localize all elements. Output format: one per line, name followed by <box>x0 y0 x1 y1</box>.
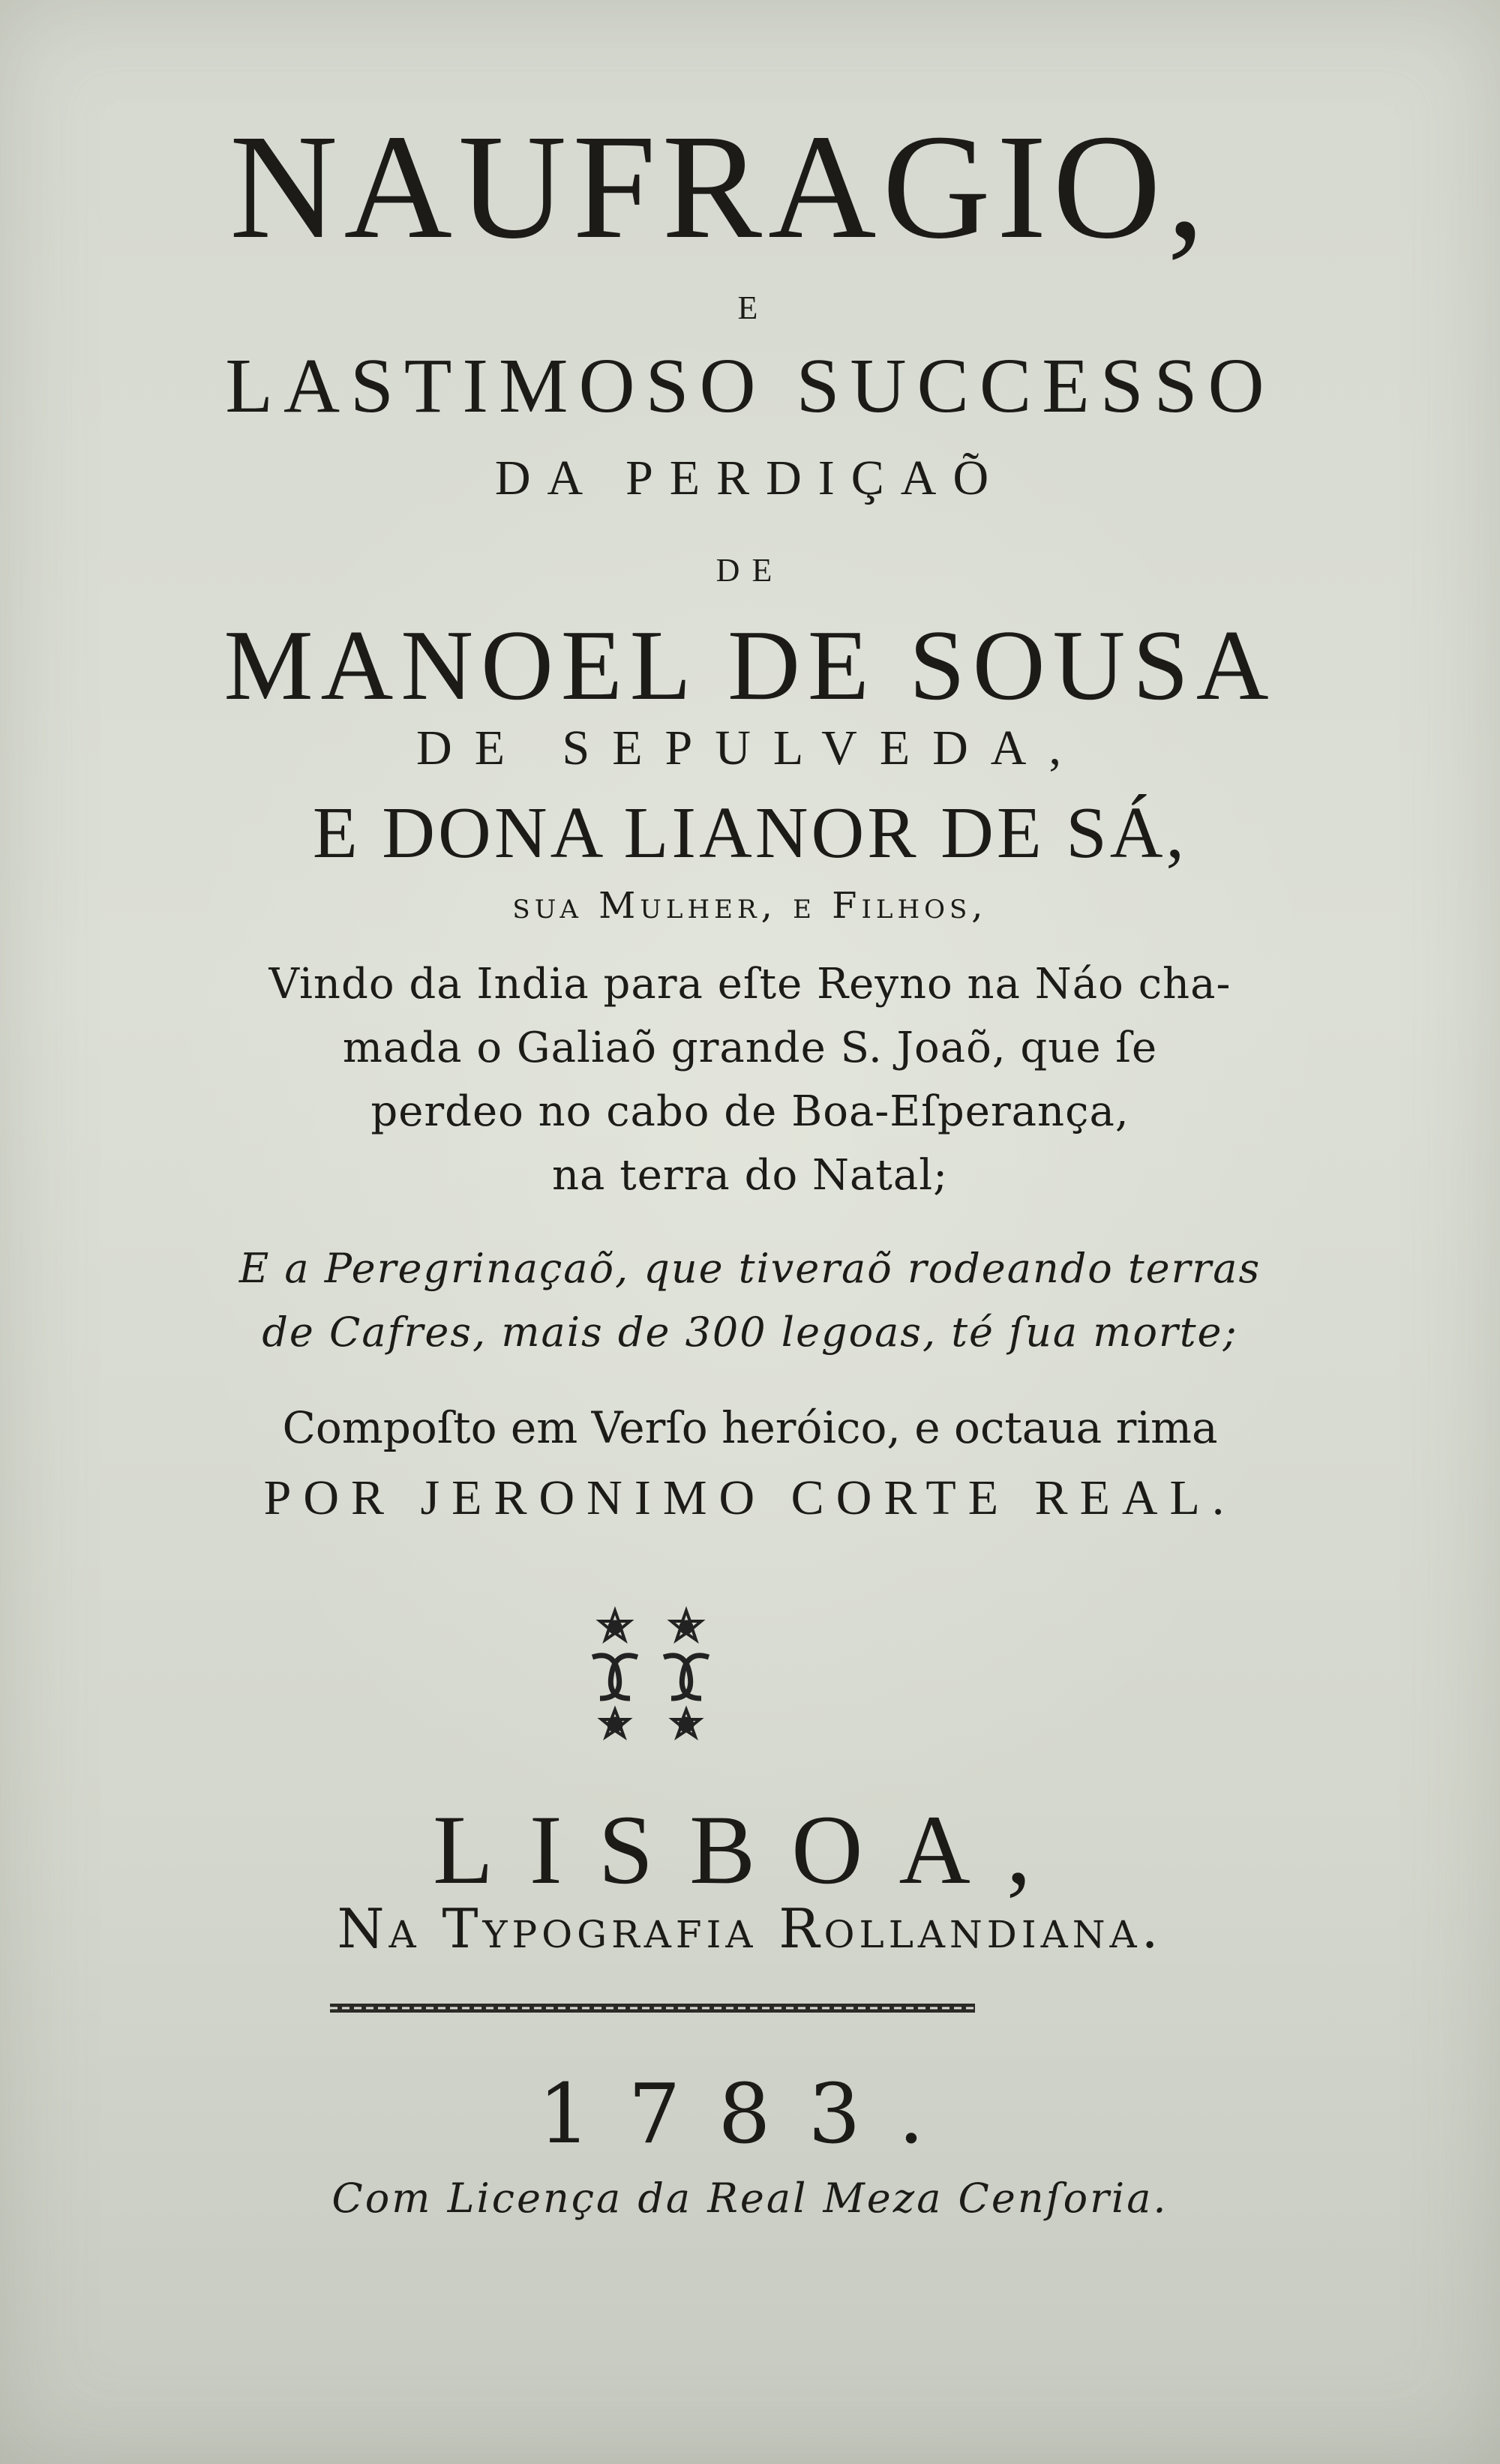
preposition-de: DE <box>716 552 784 589</box>
description-line: mada o Galiaõ grande S. Joaõ, que ſe <box>342 1024 1158 1072</box>
ornament-star-icon <box>602 1710 628 1737</box>
perdicao-line: DA PERDIÇAÕ <box>494 451 1006 505</box>
composition-note: Compoſto em Verſo heróico, e octaua rima <box>282 1402 1218 1453</box>
ornament-star-icon <box>600 1611 630 1640</box>
author-line: POR JERONIMO CORTE REAL. <box>263 1470 1237 1525</box>
description-line: Vindo da India para eſte Reyno na Náo cha- <box>268 960 1232 1009</box>
ornament-star-icon <box>673 1710 700 1737</box>
license-line: Com Licença da Real Meza Cenſoria. <box>332 2175 1168 2222</box>
ornament-star-icon <box>671 1611 701 1640</box>
book-title: NAUFRAGIO, <box>230 104 1210 270</box>
description-line: na terra do Natal; <box>551 1151 949 1200</box>
imprint-city: LISBOA, <box>433 1794 1067 1905</box>
wife-name: E DONA LIANOR DE SÁ, <box>312 793 1188 874</box>
imprint-year: 1783. <box>538 2066 962 2162</box>
pilgrimage-line: de Cafres, mais de 300 legoas, té ſua morte; <box>262 1308 1238 1356</box>
imprint-printer: Na Typografia Rollandiana. <box>337 1897 1163 1960</box>
subject-surname: DE SEPULVEDA, <box>416 721 1084 775</box>
decorative-rule <box>330 2002 975 2014</box>
book-subtitle: LASTIMOSO SUCCESSO <box>225 343 1275 429</box>
subject-name: MANOEL DE SOUSA <box>224 610 1276 721</box>
family-line: sua Mulher, e Filhos, <box>512 885 988 927</box>
conjunction-e: E <box>737 289 763 326</box>
description-line: perdeo no cabo de Boa-Eſperança, <box>370 1087 1130 1136</box>
pilgrimage-line: E a Peregrinaçaõ, que tiveraõ rodeando terras <box>238 1245 1262 1292</box>
fleuron-ornament-icon <box>578 1605 728 1747</box>
